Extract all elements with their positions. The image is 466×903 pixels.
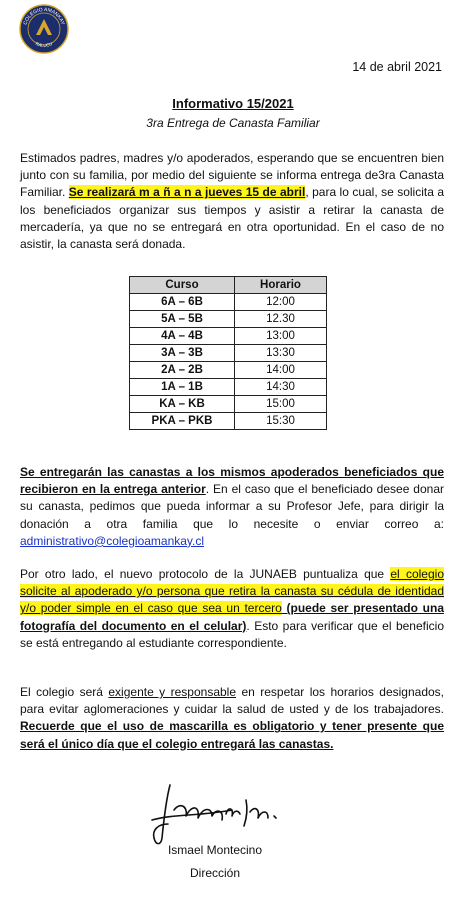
demanding-responsible-text: exigente y responsable bbox=[108, 685, 237, 699]
table-row bbox=[130, 379, 327, 396]
logo-text-top: COLEGIO AMANKAY bbox=[22, 6, 66, 26]
protocol-text-continued: . Esto para verificar que el beneficio se está entregando al estudiante correspondiente. bbox=[20, 618, 444, 650]
handwritten-signature bbox=[142, 780, 302, 850]
horario-cell: 14:00 bbox=[235, 362, 327, 379]
logo-text-bottom: RALUCU bbox=[34, 40, 54, 49]
curso-cell: PKA – PKB bbox=[130, 413, 235, 430]
header-curso: Curso bbox=[130, 277, 235, 294]
email-link[interactable]: administrativo@colegioamankay.cl bbox=[20, 533, 205, 548]
table-row bbox=[130, 413, 327, 430]
mask-reminder: Recuerde que el uso de mascarilla es obligatorio y tener presente que será el único día que el colegio entregará las canastas. bbox=[20, 719, 444, 751]
horario-cell: 13:30 bbox=[235, 345, 327, 362]
same-beneficiaries-notice: Se entregarán las canastas a los mismos apoderados beneficiados que recibieron en la entrega anterior bbox=[20, 465, 444, 497]
document-subtitle: 3ra Entrega de Canasta Familiar bbox=[146, 116, 320, 130]
curso-cell: 3A – 3B bbox=[130, 345, 235, 362]
curso-cell: 5A – 5B bbox=[130, 311, 235, 328]
paragraph-intro bbox=[20, 150, 444, 253]
schedule-header-row bbox=[130, 277, 327, 294]
table-row bbox=[130, 328, 327, 345]
signer-role: Dirección bbox=[189, 866, 240, 880]
schedule-table bbox=[129, 276, 327, 430]
curso-cell: 4A – 4B bbox=[130, 328, 235, 345]
table-row bbox=[130, 311, 327, 328]
header-horario: Horario bbox=[235, 277, 327, 294]
horario-cell: 15:30 bbox=[235, 413, 327, 430]
protocol-text: Por otro lado, el nuevo protocolo de la JUNAEB puntualiza que bbox=[20, 567, 391, 581]
table-row bbox=[130, 362, 327, 379]
paragraph-closing bbox=[20, 684, 444, 753]
curso-cell: 1A – 1B bbox=[130, 379, 235, 396]
table-row bbox=[130, 294, 327, 311]
signer-name: Ismael Montecino bbox=[167, 843, 263, 857]
school-logo bbox=[19, 4, 69, 54]
curso-cell: 6A – 6B bbox=[130, 294, 235, 311]
horario-cell: 15:00 bbox=[235, 396, 327, 413]
horario-cell: 13:00 bbox=[235, 328, 327, 345]
donation-text: . En el caso que el beneficiado desee donar su canasta, pedimos que pueda informar a su Profesor Jefe, para dirigir la donación a otra familia que lo necesite o enviar correo a: bbox=[20, 482, 444, 531]
horario-cell: 12.30 bbox=[235, 311, 327, 328]
paragraph-protocol bbox=[20, 566, 444, 652]
photo-allowed-note: (puede ser presentado una fotografía del documento en el celular) bbox=[20, 601, 444, 633]
table-row bbox=[130, 345, 327, 362]
id-requirement-highlight: el colegio solicite al apoderado y/o persona que retira la canasta su cédula de identidad y/o poder simple en el caso que sea un tercero bbox=[20, 567, 444, 616]
delivery-date-highlight: Se realizará m a ñ a n a jueves 15 de abril bbox=[68, 185, 306, 200]
paragraph-delivery-rules bbox=[20, 464, 444, 550]
closing-text-continued: en respetar los horarios designados, para evitar aglomeraciones y cuidar la salud de usted y de los trabajadores. bbox=[20, 685, 445, 717]
intro-text: Estimados padres, madres y/o apoderados, esperando que se encuentren bien junto con su familia, por medio del siguiente se informa entrega de3ra Canasta Familiar. bbox=[20, 151, 444, 200]
document-date: 14 de abril 2021 bbox=[352, 60, 442, 74]
closing-text: El colegio será bbox=[20, 685, 109, 699]
horario-cell: 12:00 bbox=[235, 294, 327, 311]
document-title: Informativo 15/2021 bbox=[172, 96, 294, 111]
horario-cell: 14:30 bbox=[235, 379, 327, 396]
curso-cell: KA – KB bbox=[130, 396, 235, 413]
intro-text-continued: , para lo cual, se solicita a los beneficiados organizar sus tiempos y asistir a retirar la canasta de mercadería, ya que no se entregará en otra oportunidad. En el caso de no asistir, la canasta será donada. bbox=[20, 185, 444, 252]
curso-cell: 2A – 2B bbox=[130, 362, 235, 379]
table-row bbox=[130, 396, 327, 413]
